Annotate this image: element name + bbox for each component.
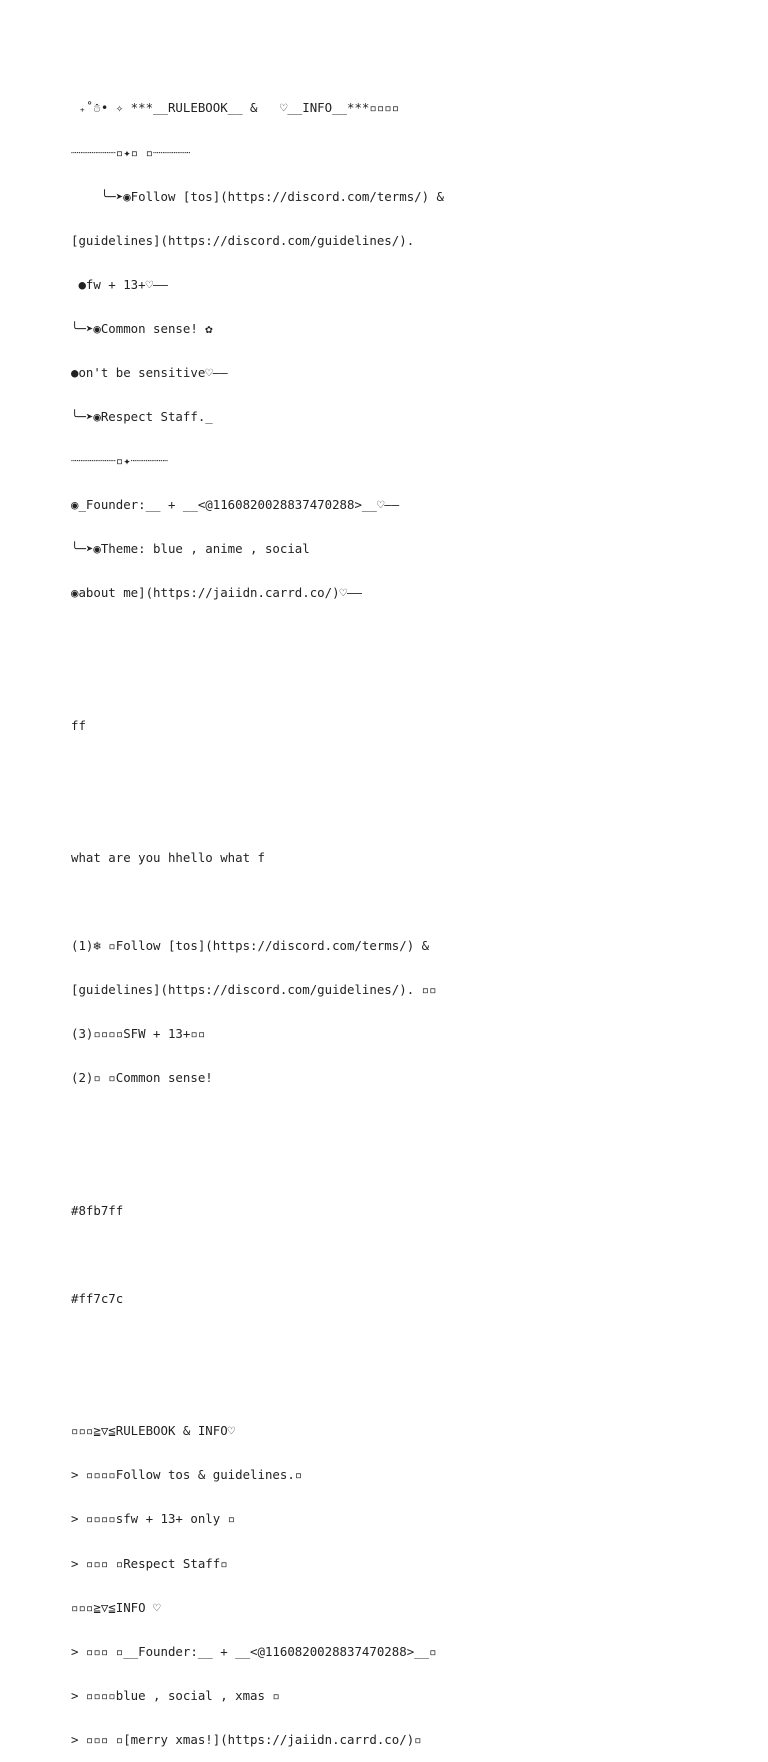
text-line: ff — [71, 717, 86, 733]
divider-line: ┈┈┈┈┈┈▫✦┈┈┈┈┈ — [71, 453, 168, 469]
blank-line — [71, 1160, 751, 1175]
quote-rule-line: > ▫▫▫▫Follow tos & guidelines.▫ — [71, 1467, 303, 1483]
blank-line — [71, 1336, 751, 1351]
theme-line: ╰─➤◉Theme: blue , anime , social — [71, 541, 310, 557]
blank-line — [71, 807, 751, 822]
founder-line: ◉_Founder:__ + __<@1160820028837470288>__♡—— — [71, 497, 400, 513]
quote-info-line: > ▫▫▫ ▫[merry xmas!](https://jaiidn.carrd.co/)▫ — [71, 1731, 422, 1747]
document-body — [71, 72, 751, 1762]
blank-line — [71, 631, 751, 646]
blank-line — [71, 675, 751, 690]
color-code-line: #ff7c7c — [71, 1290, 124, 1306]
blank-line — [71, 763, 751, 778]
text-line: what are you hhello what f — [71, 850, 265, 865]
rule-common-sense-line: ╰─➤◉Common sense! ✿ — [71, 320, 213, 336]
blank-line — [71, 1248, 751, 1263]
quote-info-line: > ▫▫▫▫blue , social , xmas ▫ — [71, 1687, 280, 1703]
rule-respect-staff-line: ╰─➤◉Respect Staff._ — [71, 409, 213, 425]
numbered-rule-line: [guidelines](https://discord.com/guidelines/). ▫▫ — [71, 982, 437, 998]
numbered-rule-line: (2)▫ ▫Common sense! — [71, 1070, 213, 1086]
color-code-line: #8fb7ff — [71, 1202, 124, 1218]
rule-sfw-line: ●fw + 13+♡—— — [71, 276, 168, 292]
rule-sensitive-line: ●on't be sensitive♡—— — [71, 364, 228, 380]
about-me-line: ◉about me](https://jaiidn.carrd.co/)♡—— — [71, 585, 362, 601]
numbered-rule-line: (1)❄ ▫Follow [tos](https://discord.com/terms/) & — [71, 938, 430, 954]
blank-line — [71, 1380, 751, 1395]
rule-guidelines-line: [guidelines](https://discord.com/guidelines/). — [71, 232, 415, 248]
numbered-rule-line: (3)▫▫▫▫SFW + 13+▫▫ — [71, 1026, 206, 1042]
quote-info-line: > ▫▫▫ ▫__Founder:__ + __<@1160820028837470288>__▫ — [71, 1643, 437, 1659]
info-heading-line: ▫▫▫≧▽≦INFO ♡ — [71, 1599, 161, 1615]
rule-follow-tos-line: ╰─➤◉Follow [tos](https://discord.com/terms/) & — [71, 188, 444, 204]
quote-rule-line: > ▫▫▫▫sfw + 13+ only ▫ — [71, 1511, 236, 1527]
rulebook-title-line: ₊˚☃• ✧ ***__RULEBOOK__ & ♡__INFO__***▫▫▫▫ — [71, 100, 400, 116]
divider-line: ┈┈┈┈┈┈▫✦▫ ▫┈┈┈┈┈ — [71, 144, 191, 160]
blank-line — [71, 1116, 751, 1131]
blank-line — [71, 895, 751, 910]
rulebook-heading-line: ▫▫▫≧▽≦RULEBOOK & INFO♡ — [71, 1423, 236, 1439]
quote-rule-line: > ▫▫▫ ▫Respect Staff▫ — [71, 1555, 228, 1571]
